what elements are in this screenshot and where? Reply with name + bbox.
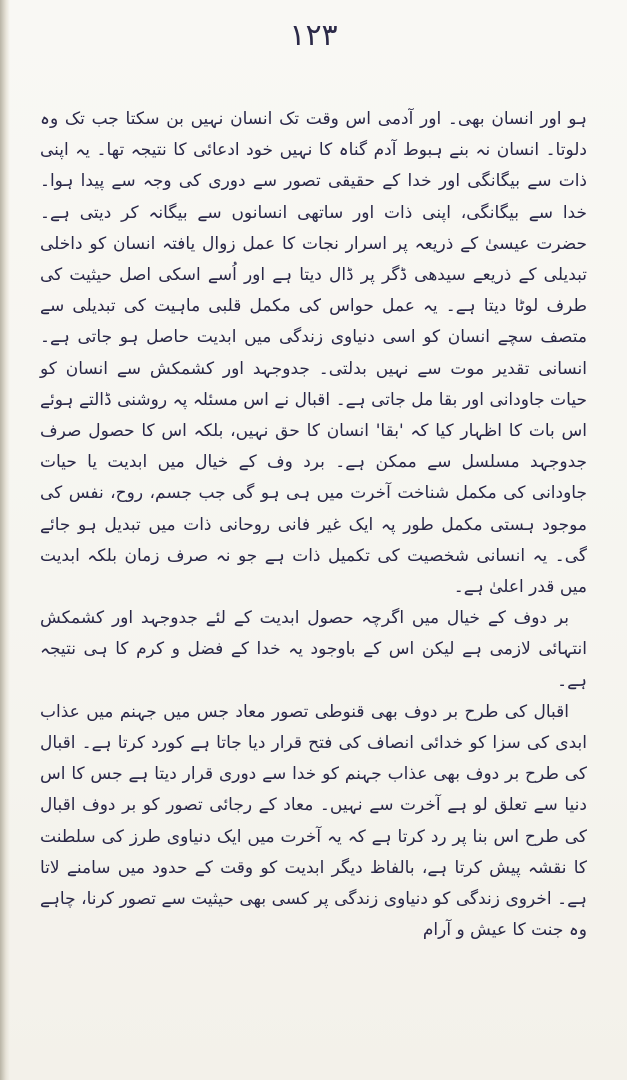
paragraph-2: بر دوف کے خیال میں اگرچہ حصول ابدیت کے لئے جدوجہد اور کشمکش انتہائی لازمی ہے لیکن اس کے باوجود یہ خدا کے فضل و کرم کا ہی نتیجہ ہے۔ [40,608,587,691]
page-number: ۱۲۳ [289,18,338,53]
paragraph-1: ہو اور انسان بھی۔ اور آدمی اس وقت تک انسان نہیں بن سکتا جب تک وہ دلوتا۔ انسان نہ بنے ہبوط آدم گناہ کا نہیں خود ادعائی کا نتیجہ تھا۔ یہ اپنی ذات سے بیگانگی اور خدا کے حقیقی تصور سے دوری کی وجہ سے پیدا ہوا۔ خدا سے بیگانگی، اپنی ذات اور ساتھی انسانوں سے بیگانہ کر دیتی ہے۔ حضرت عیسیٰ کے ذریعہ پر اسرار نجات کا عمل زوال یافتہ انسان کو داخلی تبدیلی کے ذریعے سیدھی ڈگر پر ڈال دیتا ہے اور اُسے اسکی اصل حیثیت کی طرف لوٹا دیتا ہے۔ یہ عمل حواس کی مکمل قلبی ماہیت کی تبدیلی سے متصف سچے انسان کو اسی دنیاوی زندگی میں ابدیت حاصل ہو جاتی ہے۔ انسانی تقدیر موت سے نہیں بدلتی۔ جدوجہد اور کشمکش سے انسان کو حیات جاودانی اور بقا مل جاتی ہے۔ اقبال نے اس مسئلہ پہ روشنی ڈالتے ہوئے اس بات کا اظہار کیا کہ 'بقا' انسان کا حق نہیں، بلکہ اس کا حصول صرف جدوجہد مسلسل سے ممکن ہے۔ برد وف کے خیال میں ابدیت یا حیات جاودانی کی مکمل شناخت آخرت میں ہی ہو گی جب جسم، روح، نفس کی موجود ہستی مکمل طور پہ ایک غیر فانی روحانی ذات میں تبدیل ہو جائے گی۔ یہ انسانی شخصیت کی تکمیل ذات ہے جو نہ صرف زمان بلکہ ابدیت میں قدر اعلیٰ ہے۔ [40,109,587,598]
paragraph-3: اقبال کی طرح بر دوف بھی قنوطی تصور معاد جس میں جہنم میں عذاب ابدی کی سزا کو خدائی انصاف کی فتح قرار دیا جاتا ہے کورد کرتا ہے۔ اقبال کی طرح بر دوف بھی عذاب جہنم کو خدا سے دوری قرار دیتا ہے جس کا اس دنیا سے تعلق لو ہے آخرت سے نہیں۔ معاد کے رجائی تصور کو بر دوف اقبال کی طرح اس بنا پر رد کرتا ہے کہ یہ آخرت میں ایک دنیاوی طرز کی سلطنت کا نقشہ پیش کرتا ہے، بالفاظ دیگر ابدیت کو وقت کے حدود میں سامنے لاتا ہے۔ اخروی زندگی کو دنیاوی زندگی پر کسی بھی حیثیت سے تصور کرنا، چاہے وہ جنت کا عیش و آرام [40,701,587,941]
urdu-text-body [40,104,587,946]
page-binding-edge [0,0,10,1080]
